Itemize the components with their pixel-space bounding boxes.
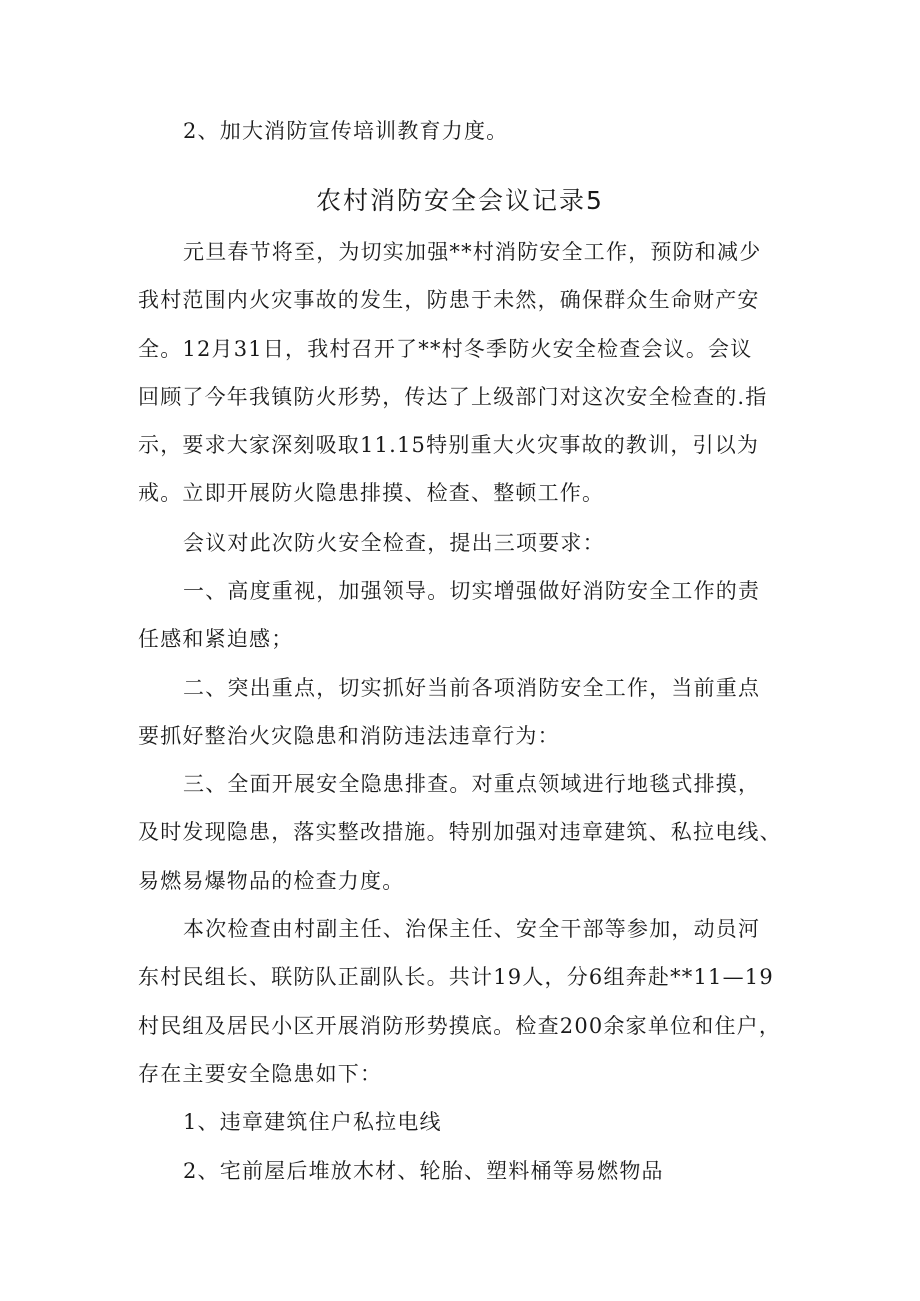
requirement-2-line: 要抓好整治火灾隐患和消防违法违章行为： xyxy=(138,724,560,748)
paragraph-intro-line: 我村范围内火灾事故的发生，防患于未然，确保群众生命财产安 xyxy=(138,288,760,312)
paragraph-inspection-line: 本次检查由村副主任、治保主任、安全干部等参加，动员河 xyxy=(183,917,761,941)
paragraph-requirements-intro: 会议对此次防火安全检查，提出三项要求： xyxy=(183,531,605,555)
hazard-list-item: 2、宅前屋后堆放木材、轮胎、塑料桶等易燃物品 xyxy=(183,1159,664,1183)
requirement-2-line: 二、突出重点，切实抓好当前各项消防安全工作，当前重点 xyxy=(183,676,761,700)
paragraph-inspection-line: 东村民组长、联防队正副队长。共计19人，分6组奔赴**11—19 xyxy=(138,965,774,989)
paragraph-intro-line: 回顾了今年我镇防火形势，传达了上级部门对这次安全检查的.指 xyxy=(138,385,768,409)
previous-list-item: 2、加大消防宣传培训教育力度。 xyxy=(183,119,509,143)
requirement-1-line: 一、高度重视，加强领导。切实增强做好消防安全工作的责 xyxy=(183,579,761,603)
requirement-1-line: 任感和紧迫感； xyxy=(138,627,294,651)
paragraph-inspection-line: 村民组及居民小区开展消防形势摸底。检查200余家单位和住户， xyxy=(138,1014,782,1038)
hazard-list-item: 1、违章建筑住户私拉电线 xyxy=(183,1110,442,1134)
requirement-3-line: 三、全面开展安全隐患排查。对重点领域进行地毯式排摸， xyxy=(183,772,761,796)
document-title: 农村消防安全会议记录5 xyxy=(316,186,604,215)
requirement-3-line: 及时发现隐患，落实整改措施。特别加强对违章建筑、私拉电线、 xyxy=(138,820,782,844)
paragraph-inspection-line: 存在主要安全隐患如下： xyxy=(138,1062,383,1086)
paragraph-intro-line: 示，要求大家深刻吸取11.15特别重大火灾事故的教训，引以为 xyxy=(138,433,760,457)
paragraph-intro-line: 元旦春节将至，为切实加强**村消防安全工作，预防和减少 xyxy=(183,240,762,264)
paragraph-intro-line: 戒。立即开展防火隐患排摸、检查、整顿工作。 xyxy=(138,481,605,505)
paragraph-intro-line: 全。12月31日，我村召开了**村冬季防火安全检查会议。会议 xyxy=(138,337,753,361)
requirement-3-line: 易燃易爆物品的检查力度。 xyxy=(138,869,405,893)
